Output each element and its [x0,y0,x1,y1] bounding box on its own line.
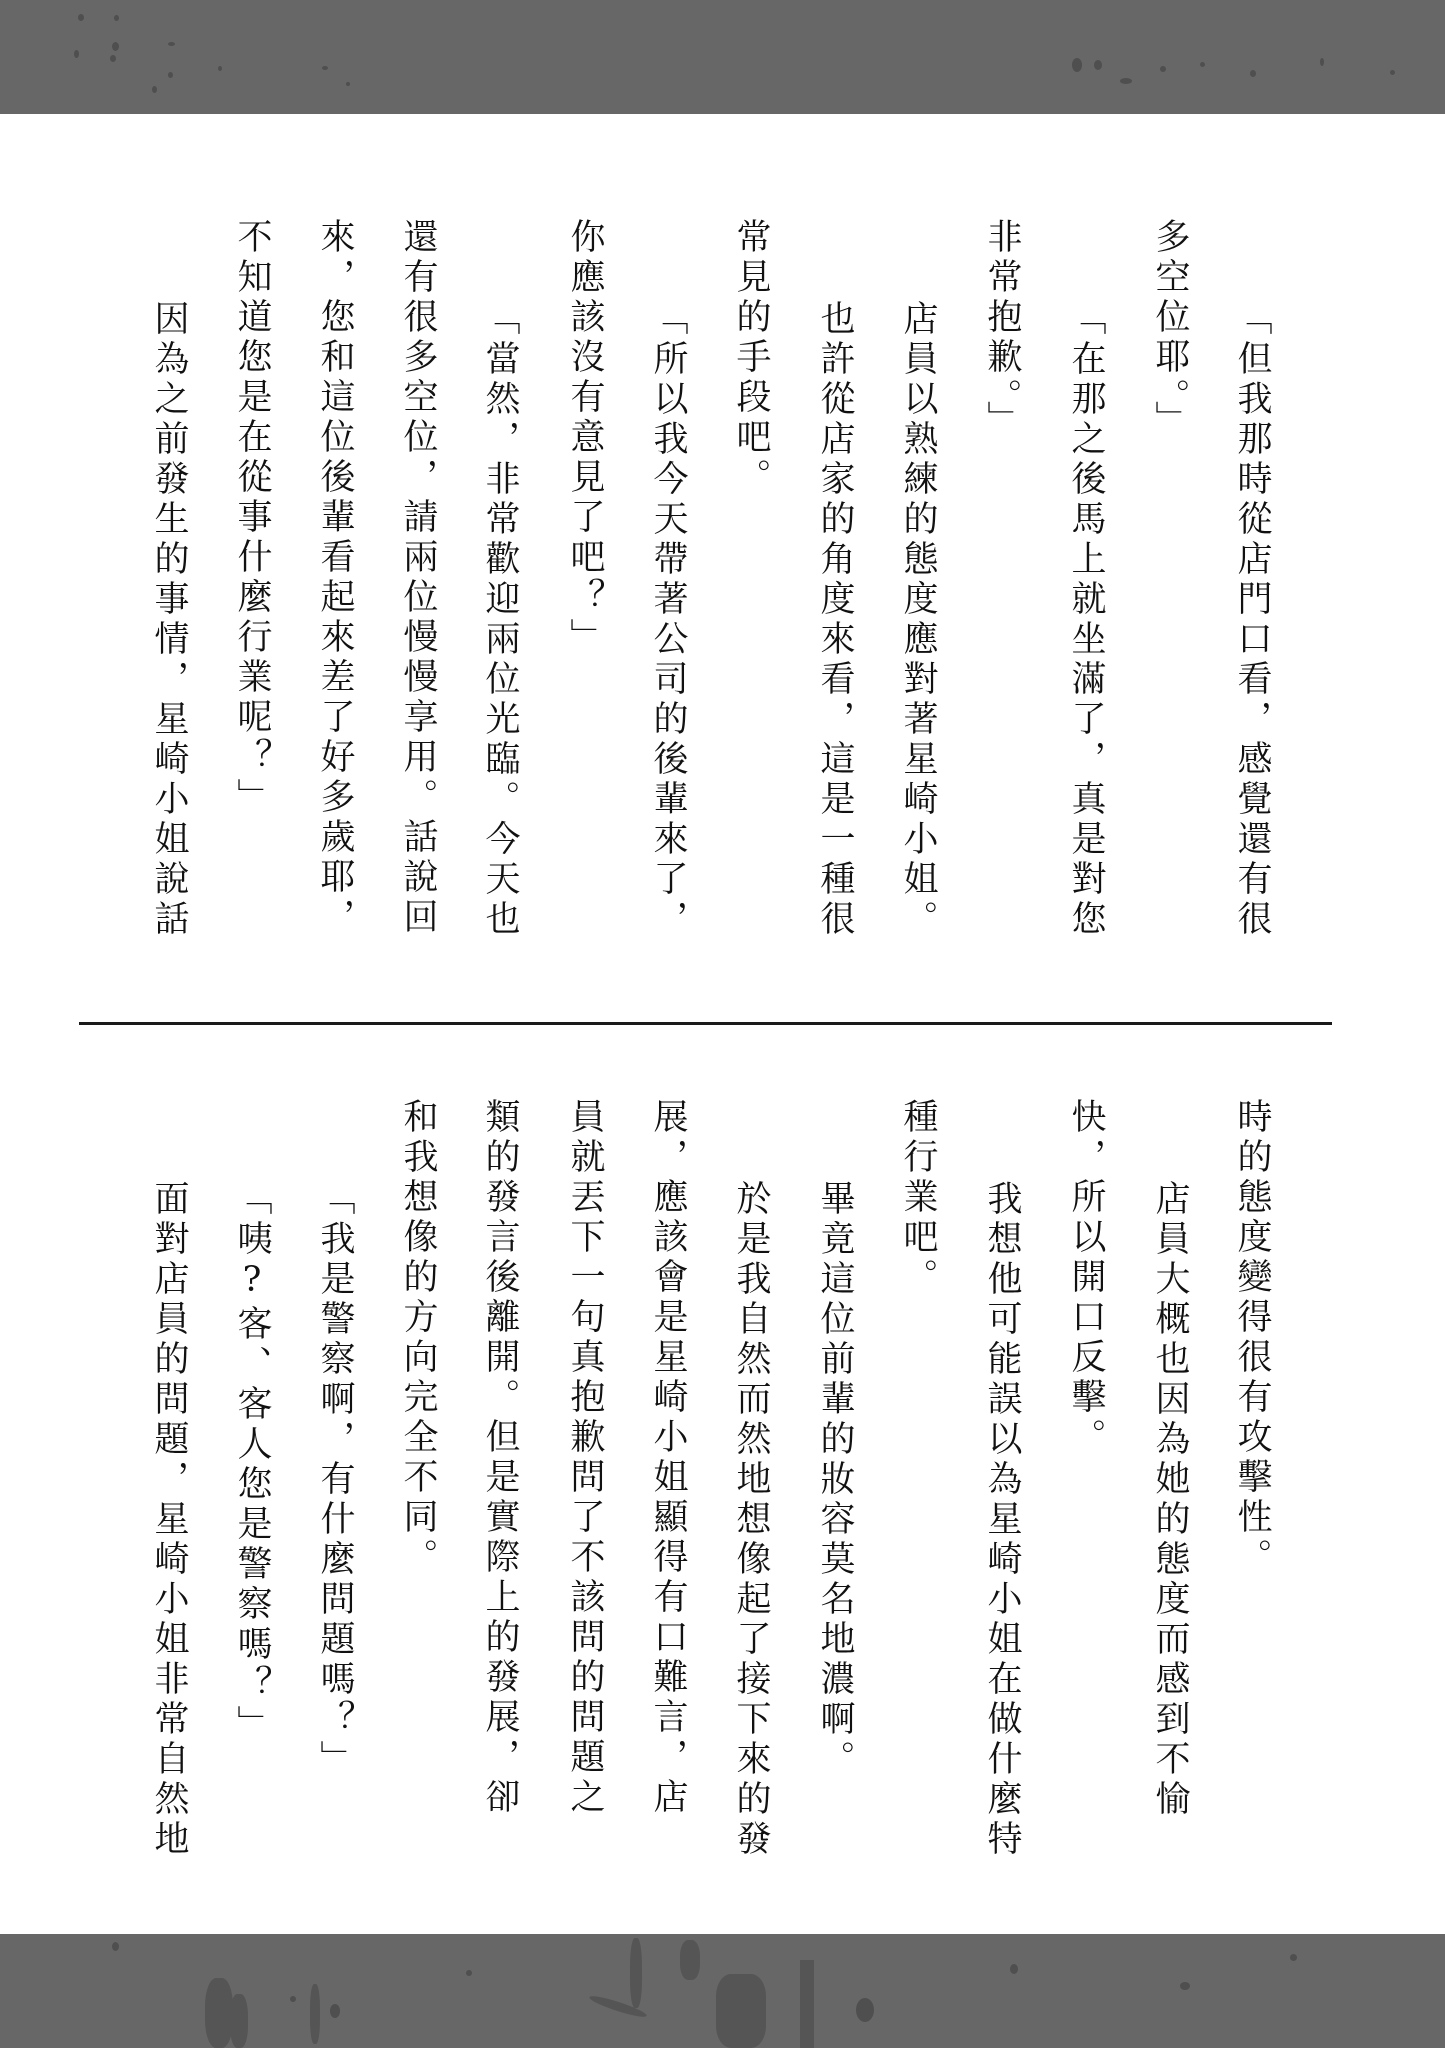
text-column: 來，您和這位後輩看起來差了好多歲耶， [315,218,355,938]
text-column: 店員大概也因為她的態度而感到不愉 [1150,1180,1190,1820]
text-column: 時的態度變得很有攻擊性。 [1232,1098,1272,1578]
texture-speck [1320,58,1324,66]
text-column: 種行業吧。 [898,1098,938,1298]
texture-speck [110,55,116,62]
texture-streak [630,1938,642,2008]
text-column: 於是我自然而然地想像起了接下來的發 [731,1180,771,1860]
texture-speck [74,50,79,58]
texture-speck [1250,70,1256,77]
text-column: 類的發言後離開。但是實際上的發展，卻 [480,1098,520,1818]
texture-streak [800,1960,814,2048]
texture-speck [1180,1982,1190,1990]
text-column: 「當然，非常歡迎兩位光臨。今天也 [480,300,520,940]
texture-speck [330,2004,340,2018]
text-column: 「所以我今天帶著公司的後輩來了， [648,300,688,940]
header-texture-band [0,0,1445,114]
texture-speck [1120,78,1132,84]
text-column: 多空位耶。」 [1150,218,1190,441]
text-column: 不知道您是在從事什麼行業呢？」 [232,218,272,818]
texture-speck [114,15,119,21]
texture-speck [1290,1954,1297,1961]
texture-speck [466,1970,472,1976]
texture-speck [346,82,350,86]
text-column: 面對店員的問題，星崎小姐非常自然地 [149,1180,189,1860]
text-column: 「咦?客、客人您是警察嗎？」 [232,1180,272,1745]
texture-speck [1160,66,1166,72]
novel-page [0,114,1445,1934]
text-column: 快，所以開口反擊。 [1066,1098,1106,1458]
text-column: 因為之前發生的事情，星崎小姐說話 [149,300,189,940]
texture-speck [78,14,84,21]
texture-speck [218,66,222,71]
texture-speck [152,86,157,93]
texture-streak [205,1978,233,2048]
text-column: 還有很多空位，請兩位慢慢享用。話說回 [398,218,438,938]
text-column: 「在那之後馬上就坐滿了，真是對您 [1066,300,1106,940]
text-column: 畢竟這位前輩的妝容莫名地濃啊。 [815,1180,855,1780]
texture-speck [322,66,328,70]
text-column: 你應該沒有意見了吧？」 [565,218,605,658]
texture-speck [1390,70,1395,75]
texture-speck [1072,58,1082,72]
footer-texture-band [0,1934,1445,2048]
texture-speck [290,1996,296,2002]
text-column: 也許從店家的角度來看，這是一種很 [815,300,855,940]
texture-speck [168,72,173,78]
texture-speck [112,1942,119,1951]
text-column: 「我是警察啊，有什麼問題嗎？」 [315,1180,355,1780]
text-column: 非常抱歉。」 [982,218,1022,441]
text-column: 店員以熟練的態度應對著星崎小姐。 [898,300,938,940]
text-column: 展，應該會是星崎小姐顯得有口難言，店 [648,1098,688,1818]
texture-speck [1200,62,1205,67]
text-column: 我想他可能誤以為星崎小姐在做什麼特 [982,1180,1022,1860]
texture-speck [1010,1964,1018,1974]
text-column: 「但我那時從店門口看，感覺還有很 [1232,300,1272,940]
texture-streak [230,1994,248,2048]
text-column: 和我想像的方向完全不同。 [398,1098,438,1578]
section-divider [79,1022,1332,1025]
texture-speck [168,42,175,46]
texture-speck [1094,60,1102,70]
texture-streak [716,1974,766,2048]
text-column: 常見的手段吧。 [731,218,771,498]
texture-speck [112,42,119,51]
texture-streak [680,1940,700,1980]
texture-speck [856,1998,874,2022]
text-column: 員就丟下一句真抱歉問了不該問的問題之 [565,1098,605,1818]
texture-streak [310,1984,320,2044]
